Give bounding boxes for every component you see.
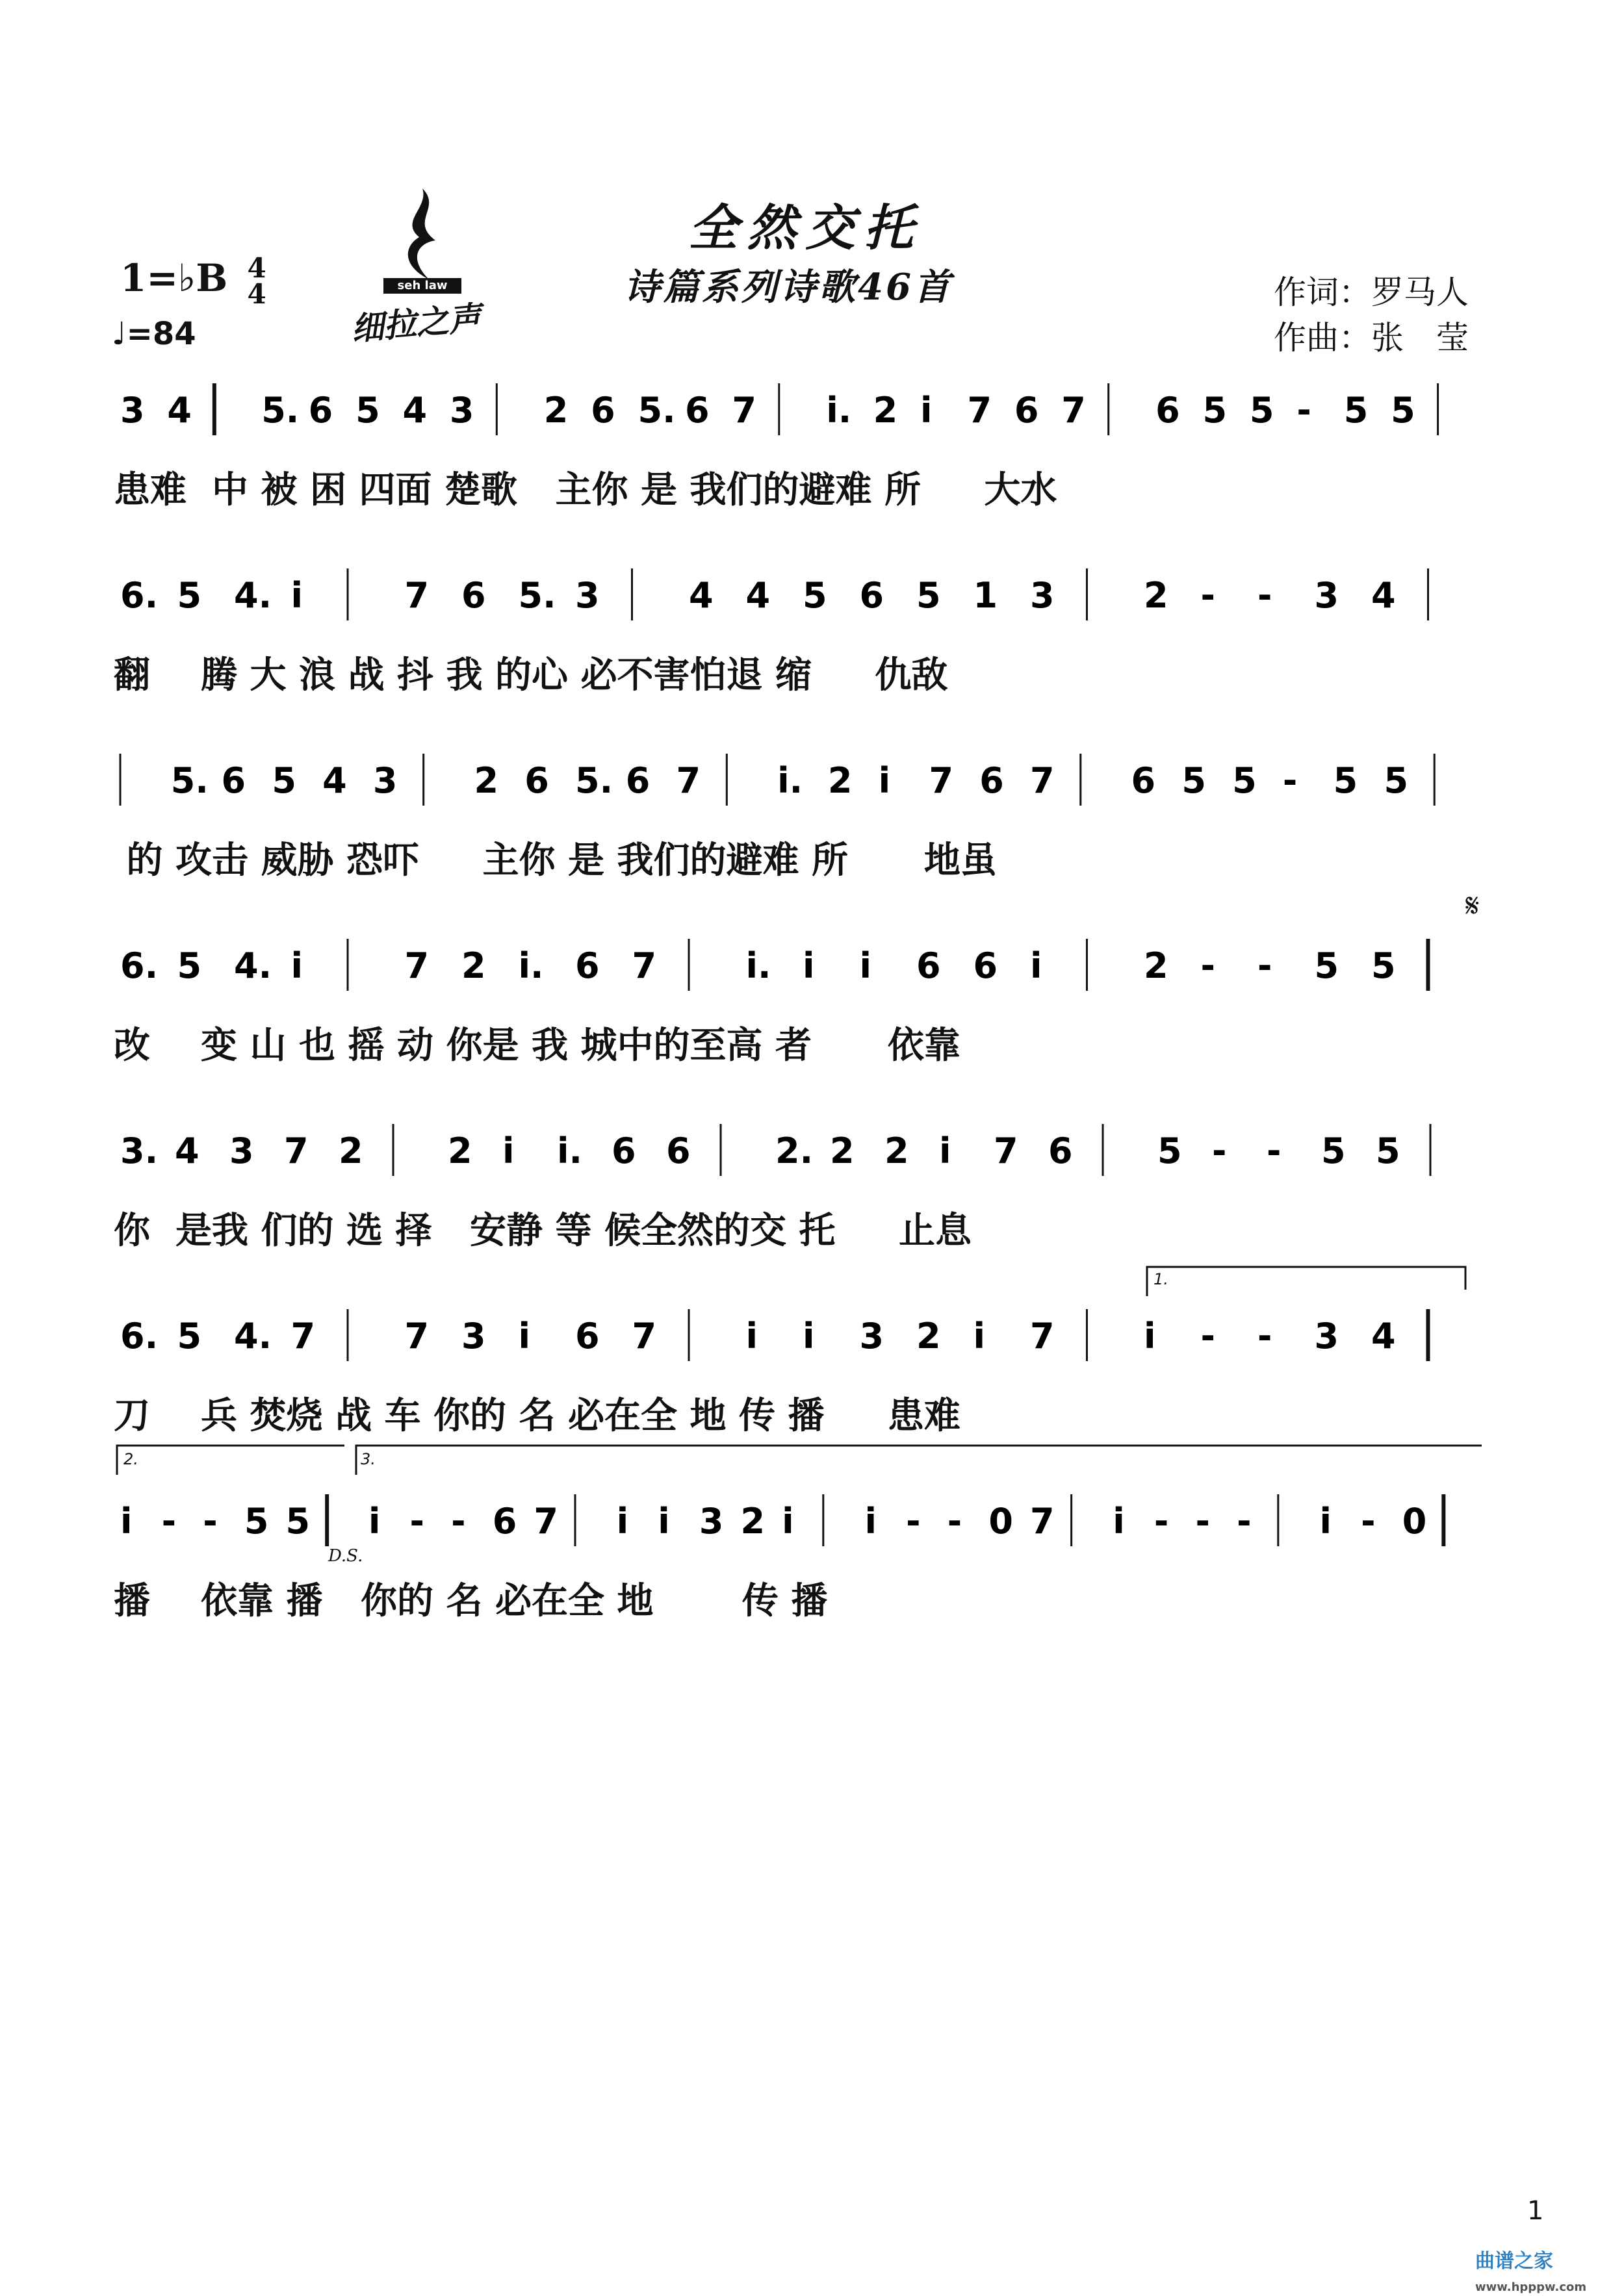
note: 2 (740, 1501, 766, 1542)
lyric-line-6: 刀 兵 焚烧 战 车 你的 名 必在全 地 传 播 患难 (114, 1395, 960, 1437)
note: - (451, 1501, 466, 1542)
notation-line-1 (114, 370, 1498, 448)
note: - (1200, 1316, 1215, 1357)
note: 5 (1314, 945, 1339, 986)
note: - (1212, 1130, 1227, 1171)
note: 3 (699, 1501, 724, 1542)
note: 5. (518, 575, 556, 616)
note: i (1319, 1501, 1332, 1542)
note: 6 (979, 760, 1004, 801)
note: 5 (803, 575, 827, 616)
note: 3 (372, 760, 398, 801)
note: 5 (1376, 1130, 1400, 1171)
note: 2 (884, 1130, 909, 1171)
key-signature (120, 252, 266, 310)
note: 5 (285, 1501, 311, 1542)
note: 5 (177, 945, 202, 986)
note: 7 (1030, 760, 1055, 801)
note: 5 (177, 575, 202, 616)
watermark-url: www.hpppw.com (1475, 2280, 1587, 2294)
note: 2 (830, 1130, 855, 1171)
note: 0 (988, 1501, 1013, 1542)
note: 7 (284, 1130, 309, 1171)
notation-line-5 (114, 1111, 1498, 1189)
note: 4 (745, 575, 771, 616)
note: i (616, 1501, 629, 1542)
note: 6 (575, 1316, 600, 1357)
note: 2 (474, 760, 499, 801)
note: 3 (859, 1316, 884, 1357)
note: 5 (1343, 390, 1369, 431)
note: 5 (1202, 390, 1228, 431)
lyric-line-3: 的 攻击 威胁 恐吓 主你 是 我们的避难 所 地虽 (114, 839, 997, 882)
note: 7 (967, 390, 992, 431)
note: 3 (575, 575, 600, 616)
note: 5 (272, 760, 296, 801)
note: 6 (684, 390, 710, 431)
note: 5 (1181, 760, 1206, 801)
note: 6. (120, 575, 159, 616)
note: - (947, 1501, 962, 1542)
ds-mark: D.S. (328, 1546, 363, 1566)
note: 6 (221, 760, 246, 801)
note: 6 (591, 390, 615, 431)
note: 7 (732, 390, 756, 431)
note: i. (777, 760, 803, 801)
song-subtitle: 诗篇系列诗歌46首 (624, 266, 953, 309)
note: 6 (859, 575, 884, 616)
note: 5 (1321, 1130, 1346, 1171)
note: 6 (1131, 760, 1156, 801)
note: i (859, 945, 872, 986)
note: i (120, 1501, 133, 1542)
note: 5 (1384, 760, 1409, 801)
note: 4. (234, 945, 272, 986)
note: - (409, 1501, 424, 1542)
volta-1: 1. (1153, 1270, 1168, 1288)
note: i (502, 1130, 515, 1171)
note: - (1257, 945, 1272, 986)
note: 4. (234, 575, 272, 616)
note: 6 (666, 1130, 691, 1171)
segno-mark: 𝄋 (1465, 887, 1480, 925)
note: 5 (1157, 1130, 1182, 1171)
note: i (973, 1316, 986, 1357)
note: 7 (632, 945, 657, 986)
lyric-line-2: 翻 腾 大 浪 战 抖 我 的心 必不害怕退 缩 仇敌 (114, 654, 948, 696)
note: 3 (1314, 575, 1339, 616)
note: 6 (492, 1501, 517, 1542)
note: - (1153, 1501, 1169, 1542)
note: 5 (355, 390, 380, 431)
note: 7 (994, 1130, 1018, 1171)
note: 7 (404, 1316, 430, 1357)
note: i (1144, 1316, 1156, 1357)
note: 2 (873, 390, 898, 431)
note: - (1200, 945, 1215, 986)
note: i (782, 1501, 794, 1542)
note: 6 (308, 390, 333, 431)
song-title: 全然交托 (688, 199, 923, 257)
note: 4 (1371, 575, 1396, 616)
note: 4. (234, 1316, 272, 1357)
time-top: 4 (247, 252, 266, 284)
lyric-line-5: 你 是我 们的 选 择 安静 等 候全然的交 托 止息 (114, 1210, 972, 1252)
note: i. (826, 390, 852, 431)
note: i (803, 945, 815, 986)
volta-2: 2. (123, 1450, 138, 1468)
note: 5. (575, 760, 613, 801)
note: 6 (461, 575, 486, 616)
note: 5 (1249, 390, 1274, 431)
note: 3 (449, 390, 474, 431)
watermark-text: 曲谱之家 (1475, 2250, 1553, 2273)
logo-icon (390, 182, 468, 286)
note: 7 (632, 1316, 657, 1357)
note: 6 (625, 760, 651, 801)
note: - (161, 1501, 177, 1542)
note: 2 (1144, 575, 1168, 616)
note: i. (745, 945, 771, 986)
note: 5 (1391, 390, 1415, 431)
note: - (203, 1501, 218, 1542)
note: 2 (1144, 945, 1168, 986)
lyricist: 作词：罗马人 (1274, 274, 1469, 311)
note: 5. (261, 390, 300, 431)
note: - (1282, 760, 1298, 801)
note: 6 (612, 1130, 636, 1171)
note: 5 (244, 1501, 269, 1542)
note: - (1237, 1501, 1252, 1542)
notation-line-7 (114, 1481, 1498, 1559)
note: 7 (404, 575, 430, 616)
note: 5 (1371, 945, 1396, 986)
notation-line-6 (114, 1296, 1498, 1374)
note: i (939, 1130, 951, 1171)
notation-line-2 (114, 555, 1498, 633)
note: i. (518, 945, 544, 986)
logo-brand: seh law (383, 278, 461, 294)
note: 4 (1371, 1316, 1396, 1357)
note: - (1200, 575, 1215, 616)
composer: 作曲：张 莹 (1274, 319, 1469, 357)
note: 6 (524, 760, 549, 801)
note: 7 (1030, 1501, 1055, 1542)
note: i (878, 760, 891, 801)
watermark (1475, 2245, 1586, 2296)
note: 7 (404, 945, 430, 986)
note: - (1267, 1130, 1282, 1171)
note: i (1030, 945, 1042, 986)
note: 0 (1402, 1501, 1427, 1542)
time-bottom: 4 (247, 278, 266, 310)
key-label: 1=♭B (120, 256, 228, 300)
note: i. (557, 1130, 583, 1171)
note: 3 (229, 1130, 254, 1171)
note: 6. (120, 1316, 159, 1357)
note: i (803, 1316, 815, 1357)
note: 2 (448, 1130, 472, 1171)
note: 2. (775, 1130, 814, 1171)
tempo-mark: ♩=84 (112, 316, 196, 352)
page-number: 1 (1527, 2196, 1544, 2226)
note: 2 (543, 390, 569, 431)
note: i (745, 1316, 758, 1357)
note: 6 (1048, 1130, 1073, 1171)
note: 6 (575, 945, 600, 986)
note: 3 (1314, 1316, 1339, 1357)
note: i (368, 1501, 381, 1542)
time-signature (247, 252, 266, 310)
note: 3 (1030, 575, 1055, 616)
note: i (658, 1501, 670, 1542)
note: 6. (120, 945, 159, 986)
note: 5 (916, 575, 941, 616)
notation-line-4 (114, 926, 1498, 1004)
note: i (290, 575, 303, 616)
note: i (864, 1501, 877, 1542)
note: i (290, 945, 303, 986)
note: 3 (120, 390, 145, 431)
note: 1 (973, 575, 998, 616)
volta-3: 3. (361, 1450, 376, 1468)
note: i (518, 1316, 531, 1357)
note: 3. (120, 1130, 159, 1171)
note: 7 (676, 760, 701, 801)
note: 7 (1030, 1316, 1055, 1357)
note: i (920, 390, 933, 431)
note: 6 (916, 945, 941, 986)
lyric-line-7: 播 依靠 播 你的 名 必在全 地 传 播 (114, 1580, 828, 1622)
note: 7 (534, 1501, 558, 1542)
note: - (1257, 575, 1272, 616)
note: - (1195, 1501, 1210, 1542)
note: i (1113, 1501, 1125, 1542)
logo-text: 细拉之声 (350, 298, 483, 348)
notation-line-3 (114, 741, 1498, 819)
note: 2 (339, 1130, 363, 1171)
note: 4 (689, 575, 714, 616)
note: 2 (827, 760, 853, 801)
note: 4 (322, 760, 347, 801)
note: 7 (290, 1316, 316, 1357)
lyric-line-1: 患难 中 被 困 四面 楚歌 主你 是 我们的避难 所 大水 (114, 469, 1057, 511)
note: 6 (1155, 390, 1180, 431)
note: 7 (1061, 390, 1086, 431)
note: 4 (402, 390, 428, 431)
note: 3 (461, 1316, 486, 1357)
note: 4 (175, 1130, 200, 1171)
note: 5 (1333, 760, 1358, 801)
note: - (906, 1501, 921, 1542)
note: 7 (929, 760, 954, 801)
note: 6 (973, 945, 998, 986)
note: 5. (170, 760, 209, 801)
note: 5 (177, 1316, 202, 1357)
note: - (1257, 1316, 1272, 1357)
note: - (1361, 1501, 1376, 1542)
note: 2 (461, 945, 486, 986)
note: - (1296, 390, 1311, 431)
note: 2 (916, 1316, 941, 1357)
note: 4 (167, 390, 192, 431)
lyric-line-4: 改 变 山 也 摇 动 你是 我 城中的至高 者 依靠 (114, 1025, 960, 1067)
note: 6 (1014, 390, 1039, 431)
note: 5. (638, 390, 676, 431)
note: 5 (1232, 760, 1257, 801)
